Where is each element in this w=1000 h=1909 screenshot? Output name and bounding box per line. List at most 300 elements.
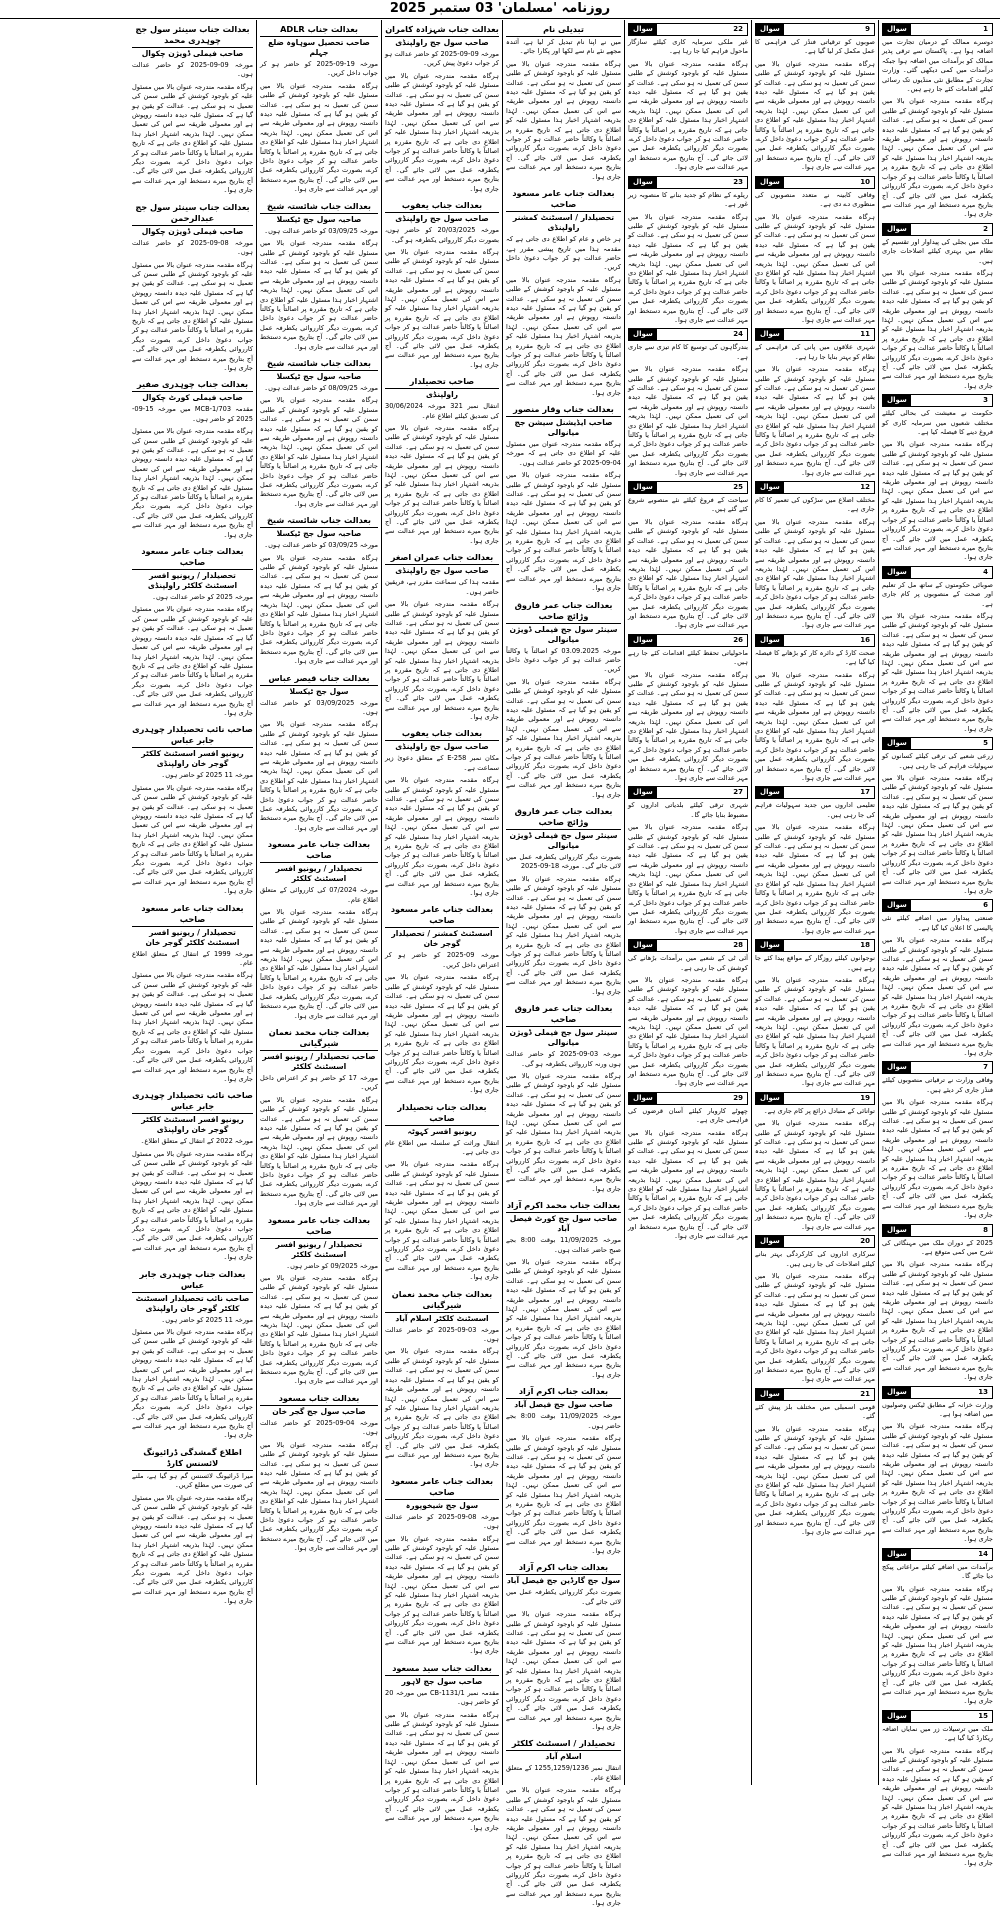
notice-text: بصورت دیگر کارروائی یکطرفہ عمل میں لائی جائے گی۔ مورخہ 18-09-2025 <box>506 853 621 871</box>
notice-body: ہرگاہ مقدمہ مندرجہ عنوان بالا میں مسئول علیہ کو باوجود کوشش کے طلبی سمن کی تعمیل نہ ہو سکی ہے۔ عدالت کو یقین ہو گیا ہے کہ مسئول علیہ دیدہ دانستہ روپوش ہے اور معمولی طریقہ سے اس کی تعمیل ممکن نہیں۔ لہٰذا بذریعہ اشتہار اخبار ہذا مسئول علیہ کو اطلاع دی جاتی ہے کہ تاریخ مقررہ پر اصالتاً یا وکالتاً حاضر عدالت ہو کر جواب دعویٰ داخل کرے، بصورت دیگر کارروائی یکطرفہ عمل میں لائی جائے گی۔ آج بتاریخ میرے دستخط اور مہر عدالت سے جاری ہوا۔ <box>132 1493 253 1606</box>
notice-text: مورخہ 20/03/2025 کو حاضر ہوں، بصورت دیگر کارروائی یکطرفہ ہو گی۔ <box>385 226 499 244</box>
notice-body: ہرگاہ مقدمہ مندرجہ عنوان بالا میں مسئول علیہ کو باوجود کوشش کے طلبی سمن کی تعمیل نہ ہو سکی ہے۔ عدالت کو یقین ہو گیا ہے کہ مسئول علیہ دیدہ دانستہ روپوش ہے اور معمولی طریقہ سے اس کی تعمیل ممکن نہیں۔ لہٰذا بذریعہ اشتہار اخبار ہذا مسئول علیہ کو اطلاع دی جاتی ہے کہ تاریخ مقررہ پر اصالتاً یا وکالتاً حاضر عدالت ہو کر جواب دعویٰ داخل کرے، بصورت دیگر کارروائی یکطرفہ عمل میں لائی جائے گی۔ آج بتاریخ میرے دستخط اور مہر عدالت سے جاری ہوا۔ <box>385 1160 499 1282</box>
court-heading: بعدالت جناب محمد نعمان شیرگیانی <box>385 1289 499 1313</box>
notice-body: ہرگاہ مقدمہ مندرجہ عنوان بالا میں مسئول علیہ کو باوجود کوشش کے طلبی سمن کی تعمیل نہ ہو سکی ہے۔ عدالت کو یقین ہو گیا ہے کہ مسئول علیہ دیدہ دانستہ روپوش ہے اور معمولی طریقہ سے اس کی تعمیل ممکن نہیں۔ لہٰذا بذریعہ اشتہار اخبار ہذا مسئول علیہ کو اطلاع دی جاتی ہے کہ تاریخ مقررہ پر اصالتاً یا وکالتاً حاضر عدالت ہو کر جواب دعویٰ داخل کرے، بصورت دیگر کارروائی یکطرفہ عمل میں لائی جائے گی۔ آج بتاریخ میرے دستخط اور مہر عدالت سے جاری ہوا۔ <box>260 239 378 351</box>
body-text: ہرگاہ مقدمہ مندرجہ عنوان بالا میں مسئول علیہ کو باوجود کوشش کے طلبی سمن کی تعمیل نہ ہو سکی ہے۔ عدالت کو یقین ہو گیا ہے کہ مسئول علیہ دیدہ دانستہ روپوش ہے اور معمولی طریقہ سے اس کی تعمیل ممکن نہیں۔ لہٰذا بذریعہ اشتہار اخبار ہذا مسئول علیہ کو اطلاع دی جاتی ہے کہ تاریخ مقررہ پر اصالتاً یا وکالتاً حاضر عدالت ہو کر جواب دعویٰ داخل کرے، بصورت دیگر کارروائی یکطرفہ عمل میں لائی جائے گی۔ آج بتاریخ میرے دستخط اور مہر عدالت سے جاری ہوا۔ <box>882 936 993 1057</box>
question-header <box>882 1710 993 1723</box>
court-subheading: صاحب نائب تحصیلدار اسسٹنٹ کلکٹر گوجر خان راولپنڈی <box>135 1293 250 1313</box>
court-subheading: صاحب فیملی ڈویژن چکوال <box>141 49 244 58</box>
notice-body: ہرگاہ مقدمہ مندرجہ عنوان بالا میں مسئول علیہ کو باوجود کوشش کے طلبی سمن کی تعمیل نہ ہو سکی ہے۔ عدالت کو یقین ہو گیا ہے کہ مسئول علیہ دیدہ دانستہ روپوش ہے اور معمولی طریقہ سے اس کی تعمیل ممکن نہیں۔ لہٰذا بذریعہ اشتہار اخبار ہذا مسئول علیہ کو اطلاع دی جاتی ہے کہ تاریخ مقررہ پر اصالتاً یا وکالتاً حاضر عدالت ہو کر جواب دعویٰ داخل کرے، بصورت دیگر کارروائی یکطرفہ عمل میں لائی جائے گی۔ آج بتاریخ میرے دستخط اور مہر عدالت سے جاری ہوا۔ <box>506 1434 621 1555</box>
notice-body: ہرگاہ مقدمہ مندرجہ عنوان بالا میں مسئول علیہ کو باوجود کوشش کے طلبی سمن کی تعمیل نہ ہو سکی ہے۔ عدالت کو یقین ہو گیا ہے کہ مسئول علیہ دیدہ دانستہ روپوش ہے اور معمولی طریقہ سے اس کی تعمیل ممکن نہیں۔ لہٰذا بذریعہ اشتہار اخبار ہذا مسئول علیہ کو اطلاع دی جاتی ہے کہ تاریخ مقررہ پر اصالتاً یا وکالتاً حاضر عدالت ہو کر جواب دعویٰ داخل کرے، بصورت دیگر کارروائی یکطرفہ عمل میں لائی جائے گی۔ آج بتاریخ میرے دستخط اور مہر عدالت سے جاری ہوا۔ <box>385 1710 499 1832</box>
court-subheading: صاحب تحصیل سوہاوہ ضلع جہلم <box>268 38 370 57</box>
court-subheading: تحصیلدار / ریونیو افسر اسسٹنٹ کلکٹر گوجر خان <box>145 927 240 947</box>
question-header <box>628 634 748 647</box>
question-number: 10 <box>860 177 870 186</box>
court-heading: تحصیلدار / اسسٹنٹ کلکٹر <box>506 1738 621 1751</box>
notice-body: ہرگاہ مقدمہ مندرجہ عنوان بالا میں مسئول علیہ کو باوجود کوشش کے طلبی سمن کی تعمیل نہ ہو سکی ہے۔ عدالت کو یقین ہو گیا ہے کہ مسئول علیہ دیدہ دانستہ روپوش ہے اور معمولی طریقہ سے اس کی تعمیل ممکن نہیں۔ لہٰذا بذریعہ اشتہار اخبار ہذا مسئول علیہ کو اطلاع دی جاتی ہے کہ تاریخ مقررہ پر اصالتاً یا وکالتاً حاضر عدالت ہو کر جواب دعویٰ داخل کرے، بصورت دیگر کارروائی یکطرفہ عمل میں لائی جائے گی۔ آج بتاریخ میرے دستخط اور مہر عدالت سے جاری ہوا۔ <box>260 1095 378 1208</box>
question-tag: سوال <box>883 1549 911 1560</box>
legal-notice <box>506 188 621 398</box>
question-header <box>755 328 875 341</box>
question-number: 27 <box>733 788 743 797</box>
legal-notice <box>132 1447 253 1607</box>
court-heading: بعدالت جناب محمد نعمان شیرگیانی <box>260 1027 378 1051</box>
court-subheading: صاحب سول جج راولپنڈی <box>395 38 489 47</box>
masthead: روزنامہ 'مسلمان' 03 ستمبر 2025 <box>0 0 1000 19</box>
question-number: 28 <box>733 941 743 950</box>
question-tag: سوال <box>629 787 657 798</box>
questions-right-column <box>878 20 996 1868</box>
question-tag: سوال <box>629 177 657 188</box>
notice-body: ہرگاہ مقدمہ مندرجہ عنوان بالا میں مسئول علیہ کو باوجود کوشش کے طلبی سمن کی تعمیل نہ ہو سکی ہے۔ عدالت کو یقین ہو گیا ہے کہ مسئول علیہ دیدہ دانستہ روپوش ہے اور معمولی طریقہ سے اس کی تعمیل ممکن نہیں۔ لہٰذا بذریعہ اشتہار اخبار ہذا مسئول علیہ کو اطلاع دی جاتی ہے کہ تاریخ مقررہ پر اصالتاً یا وکالتاً حاضر عدالت ہو کر جواب دعویٰ داخل کرے، بصورت دیگر کارروائی یکطرفہ عمل میں لائی جائے گی۔ آج بتاریخ میرے دستخط اور مہر عدالت سے جاری ہوا۔ <box>506 275 621 397</box>
question-number: 17 <box>860 788 870 797</box>
notice-text: مورخہ 03.09.2025 کو اصالتاً یا وکالتاً حاضر عدالت ہو کر جواب دعویٰ داخل کریں۔ <box>506 646 621 674</box>
notice-body: ہرگاہ مقدمہ مندرجہ عنوان بالا میں مسئول علیہ کو باوجود کوشش کے طلبی سمن کی تعمیل نہ ہو سکی ہے۔ عدالت کو یقین ہو گیا ہے کہ مسئول علیہ دیدہ دانستہ روپوش ہے اور معمولی طریقہ سے اس کی تعمیل ممکن نہیں۔ لہٰذا بذریعہ اشتہار اخبار ہذا مسئول علیہ کو اطلاع دی جاتی ہے کہ تاریخ مقررہ پر اصالتاً یا وکالتاً حاضر عدالت ہو کر جواب دعویٰ داخل کرے، بصورت دیگر کارروائی یکطرفہ عمل میں لائی جائے گی۔ آج بتاریخ میرے دستخط اور مہر عدالت سے جاری ہوا۔ <box>260 1440 378 1553</box>
notice-text: مورخہ 07/2024 کی کارروائی کے متعلق اطلاع عام۔ <box>260 886 378 904</box>
court-subheading: سینئر سول جج فیملی ڈویژن میانوالی <box>509 831 618 850</box>
notices-column-2 <box>381 20 502 1832</box>
body-text: ہرگاہ مقدمہ مندرجہ عنوان بالا میں مسئول علیہ کو باوجود کوشش کے طلبی سمن کی تعمیل نہ ہو سکی ہے۔ عدالت کو یقین ہو گیا ہے کہ مسئول علیہ دیدہ دانستہ روپوش ہے اور معمولی طریقہ سے اس کی تعمیل ممکن نہیں۔ لہٰذا بذریعہ اشتہار اخبار ہذا مسئول علیہ کو اطلاع دی جاتی ہے کہ تاریخ مقررہ پر اصالتاً یا وکالتاً حاضر عدالت ہو کر جواب دعویٰ داخل کرے، بصورت دیگر کارروائی یکطرفہ عمل میں لائی جائے گی۔ آج بتاریخ میرے دستخط اور مہر عدالت سے جاری ہوا۔ <box>882 1422 993 1544</box>
legal-notice <box>506 1738 621 1908</box>
court-heading: بعدالت جناب عمر فاروق صاحب <box>506 1003 621 1027</box>
question-header <box>755 481 875 494</box>
body-text: ہرگاہ مقدمہ مندرجہ عنوان بالا میں مسئول علیہ کو باوجود کوشش کے طلبی سمن کی تعمیل نہ ہو سکی ہے۔ عدالت کو یقین ہو گیا ہے کہ مسئول علیہ دیدہ دانستہ روپوش ہے اور معمولی طریقہ سے اس کی تعمیل ممکن نہیں۔ لہٰذا بذریعہ اشتہار اخبار ہذا مسئول علیہ کو اطلاع دی جاتی ہے کہ تاریخ مقررہ پر اصالتاً یا وکالتاً حاضر عدالت ہو کر جواب دعویٰ داخل کرے، بصورت دیگر کارروائی یکطرفہ عمل میں لائی جائے گی۔ آج بتاریخ میرے دستخط اور مہر عدالت سے جاری ہوا۔ <box>628 823 748 935</box>
question-header <box>628 481 748 494</box>
question-text: بندرگاہوں کی توسیع کا کام تیزی سے جاری ہے۔ <box>628 343 748 361</box>
notice-body: ہرگاہ مقدمہ مندرجہ عنوان بالا میں مسئول علیہ کو باوجود کوشش کے طلبی سمن کی تعمیل نہ ہو سکی ہے۔ عدالت کو یقین ہو گیا ہے کہ مسئول علیہ دیدہ دانستہ روپوش ہے اور معمولی طریقہ سے اس کی تعمیل ممکن نہیں۔ لہٰذا بذریعہ اشتہار اخبار ہذا مسئول علیہ کو اطلاع دی جاتی ہے کہ تاریخ مقررہ پر اصالتاً یا وکالتاً حاضر عدالت ہو کر جواب دعویٰ داخل کرے، بصورت دیگر کارروائی یکطرفہ عمل میں لائی جائے گی۔ آج بتاریخ میرے دستخط اور مہر عدالت سے جاری ہوا۔ <box>385 1534 499 1656</box>
question-tag: سوال <box>629 482 657 493</box>
court-heading: بعدالت جناب عمر فاروق وڑائچ صاحب <box>506 806 621 830</box>
question-text: برآمدات میں اضافے کیلئے مراعاتی پیکج دیا جائے گا۔ <box>882 1562 993 1581</box>
question-text: تعلیمی اداروں میں جدید سہولیات فراہم کی جا رہی ہیں۔ <box>755 801 875 819</box>
question-text: ملک میں ترسیلات زر میں نمایاں اضافہ ریکارڈ کیا گیا ہے۔ <box>882 1724 993 1743</box>
question-tag: سوال <box>883 1711 911 1722</box>
notice-body: ہرگاہ مقدمہ مندرجہ عنوان بالا میں مسئول علیہ کو باوجود کوشش کے طلبی سمن کی تعمیل نہ ہو سکی ہے۔ عدالت کو یقین ہو گیا ہے کہ مسئول علیہ دیدہ دانستہ روپوش ہے اور معمولی طریقہ سے اس کی تعمیل ممکن نہیں۔ لہٰذا بذریعہ اشتہار اخبار ہذا مسئول علیہ کو اطلاع دی جاتی ہے کہ تاریخ مقررہ پر اصالتاً یا وکالتاً حاضر عدالت ہو کر جواب دعویٰ داخل کرے، بصورت دیگر کارروائی یکطرفہ عمل میں لائی جائے گی۔ آج بتاریخ میرے دستخط اور مہر عدالت سے جاری ہوا۔ <box>132 1149 253 1262</box>
legal-notice <box>506 1562 621 1732</box>
legal-notice <box>260 515 378 666</box>
court-subheading: سول جج ٹیکسلا <box>289 686 349 696</box>
body-text: ہرگاہ مقدمہ مندرجہ عنوان بالا میں مسئول علیہ کو باوجود کوشش کے طلبی سمن کی تعمیل نہ ہو سکی ہے۔ عدالت کو یقین ہو گیا ہے کہ مسئول علیہ دیدہ دانستہ روپوش ہے اور معمولی طریقہ سے اس کی تعمیل ممکن نہیں۔ لہٰذا بذریعہ اشتہار اخبار ہذا مسئول علیہ کو اطلاع دی جاتی ہے کہ تاریخ مقررہ پر اصالتاً یا وکالتاً حاضر عدالت ہو کر جواب دعویٰ داخل کرے، بصورت دیگر کارروائی یکطرفہ عمل میں لائی جائے گی۔ آج بتاریخ میرے دستخط اور مہر عدالت سے جاری ہوا۔ <box>628 365 748 477</box>
question-header <box>755 1235 875 1248</box>
court-heading: بعدالت جناب عامر مسعود صاحب <box>132 546 253 570</box>
notice-body: ہرگاہ مقدمہ مندرجہ عنوان بالا میں مسئول علیہ کو باوجود کوشش کے طلبی سمن کی تعمیل نہ ہو سکی ہے۔ عدالت کو یقین ہو گیا ہے کہ مسئول علیہ دیدہ دانستہ روپوش ہے اور معمولی طریقہ سے اس کی تعمیل ممکن نہیں۔ لہٰذا بذریعہ اشتہار اخبار ہذا مسئول علیہ کو اطلاع دی جاتی ہے کہ تاریخ مقررہ پر اصالتاً یا وکالتاً حاضر عدالت ہو کر جواب دعویٰ داخل کرے، بصورت دیگر کارروائی یکطرفہ عمل میں لائی جائے گی۔ آج بتاریخ میرے دستخط اور مہر عدالت سے جاری ہوا۔ <box>260 553 378 666</box>
question-tag: سوال <box>756 787 784 798</box>
court-subheading: صاحب سول جج راولپنڈی <box>395 214 489 224</box>
notice-body: ہرگاہ مقدمہ مندرجہ عنوان بالا میں مسئول علیہ کو باوجود کوشش کے طلبی سمن کی تعمیل نہ ہو سکی ہے۔ عدالت کو یقین ہو گیا ہے کہ مسئول علیہ دیدہ دانستہ روپوش ہے اور معمولی طریقہ سے اس کی تعمیل ممکن نہیں۔ لہٰذا بذریعہ اشتہار اخبار ہذا مسئول علیہ کو اطلاع دی جاتی ہے کہ تاریخ مقررہ پر اصالتاً یا وکالتاً حاضر عدالت ہو کر جواب دعویٰ داخل کرے، بصورت دیگر کارروائی یکطرفہ عمل میں لائی جائے گی۔ آج بتاریخ میرے دستخط اور مہر عدالت سے جاری ہوا۔ <box>506 677 621 799</box>
body-text: ہرگاہ مقدمہ مندرجہ عنوان بالا میں مسئول علیہ کو باوجود کوشش کے طلبی سمن کی تعمیل نہ ہو سکی ہے۔ عدالت کو یقین ہو گیا ہے کہ مسئول علیہ دیدہ دانستہ روپوش ہے اور معمولی طریقہ سے اس کی تعمیل ممکن نہیں۔ لہٰذا بذریعہ اشتہار اخبار ہذا مسئول علیہ کو اطلاع دی جاتی ہے کہ تاریخ مقررہ پر اصالتاً یا وکالتاً حاضر عدالت ہو کر جواب دعویٰ داخل کرے، بصورت دیگر کارروائی یکطرفہ عمل میں لائی جائے گی۔ آج بتاریخ میرے دستخط اور مہر عدالت سے جاری ہوا۔ <box>755 365 875 477</box>
notice-body: ہرگاہ مقدمہ مندرجہ عنوان بالا میں مسئول علیہ کو باوجود کوشش کے طلبی سمن کی تعمیل نہ ہو سکی ہے۔ عدالت کو یقین ہو گیا ہے کہ مسئول علیہ دیدہ دانستہ روپوش ہے اور معمولی طریقہ سے اس کی تعمیل ممکن نہیں۔ لہٰذا بذریعہ اشتہار اخبار ہذا مسئول علیہ کو اطلاع دی جاتی ہے کہ تاریخ مقررہ پر اصالتاً یا وکالتاً حاضر عدالت ہو کر جواب دعویٰ داخل کرے، بصورت دیگر کارروائی یکطرفہ عمل میں لائی جائے گی۔ آج بتاریخ میرے دستخط اور مہر عدالت سے جاری ہوا۔ <box>132 427 253 539</box>
notice-text: مورخہ 11/09/2025 بوقت 8:00 بجے حاضر ہوں۔ <box>506 1412 621 1430</box>
body-text: ہرگاہ مقدمہ مندرجہ عنوان بالا میں مسئول علیہ کو باوجود کوشش کے طلبی سمن کی تعمیل نہ ہو سکی ہے۔ عدالت کو یقین ہو گیا ہے کہ مسئول علیہ دیدہ دانستہ روپوش ہے اور معمولی طریقہ سے اس کی تعمیل ممکن نہیں۔ لہٰذا بذریعہ اشتہار اخبار ہذا مسئول علیہ کو اطلاع دی جاتی ہے کہ تاریخ مقررہ پر اصالتاً یا وکالتاً حاضر عدالت ہو کر جواب دعویٰ داخل کرے، بصورت دیگر کارروائی یکطرفہ عمل میں لائی جائے گی۔ آج بتاریخ میرے دستخط اور مہر عدالت سے جاری ہوا۔ <box>755 1271 875 1384</box>
legal-notice <box>385 728 499 898</box>
question-tag: سوال <box>756 24 784 35</box>
court-heading: اطلاع گمشدگی ڈرائیونگ لائسنس کارڈ <box>132 1447 253 1471</box>
court-heading: بعدالت جناب یعقوب <box>385 200 499 213</box>
question-header <box>755 1092 875 1105</box>
question-number: 16 <box>860 635 870 644</box>
court-heading: صاحب تحصیلدار <box>385 376 499 389</box>
question-tag: سوال <box>883 567 911 578</box>
legal-notice <box>506 24 621 182</box>
court-subheading: ریونیو افسر کہوٹہ <box>407 1126 477 1136</box>
legal-notice <box>260 201 378 352</box>
court-heading: بعدالت جناب شہزادہ کامران <box>385 24 499 37</box>
legal-notice <box>506 600 621 801</box>
body-text: ہرگاہ مقدمہ مندرجہ عنوان بالا میں مسئول علیہ کو باوجود کوشش کے طلبی سمن کی تعمیل نہ ہو سکی ہے۔ عدالت کو یقین ہو گیا ہے کہ مسئول علیہ دیدہ دانستہ روپوش ہے اور معمولی طریقہ سے اس کی تعمیل ممکن نہیں۔ لہٰذا بذریعہ اشتہار اخبار ہذا مسئول علیہ کو اطلاع دی جاتی ہے کہ تاریخ مقررہ پر اصالتاً یا وکالتاً حاضر عدالت ہو کر جواب دعویٰ داخل کرے، بصورت دیگر کارروائی یکطرفہ عمل میں لائی جائے گی۔ آج بتاریخ میرے دستخط اور مہر عدالت سے جاری ہوا۔ <box>882 1098 993 1220</box>
notice-text: مورخہ 11 2025 کو حاضر ہوں۔ <box>161 771 253 780</box>
notice-text: مورخہ 2025 کو حاضر عدالت ہوں۔ <box>152 593 253 602</box>
question-header <box>882 1224 993 1237</box>
body-text: ہرگاہ مقدمہ مندرجہ عنوان بالا میں مسئول علیہ کو باوجود کوشش کے طلبی سمن کی تعمیل نہ ہو سکی ہے۔ عدالت کو یقین ہو گیا ہے کہ مسئول علیہ دیدہ دانستہ روپوش ہے اور معمولی طریقہ سے اس کی تعمیل ممکن نہیں۔ لہٰذا بذریعہ اشتہار اخبار ہذا مسئول علیہ کو اطلاع دی جاتی ہے کہ تاریخ مقررہ پر اصالتاً یا وکالتاً حاضر عدالت ہو کر جواب دعویٰ داخل کرے، بصورت دیگر کارروائی یکطرفہ عمل میں لائی جائے گی۔ آج بتاریخ میرے دستخط اور مہر عدالت سے جاری ہوا۔ <box>628 517 748 630</box>
body-text: ہرگاہ مقدمہ مندرجہ عنوان بالا میں مسئول علیہ کو باوجود کوشش کے طلبی سمن کی تعمیل نہ ہو سکی ہے۔ عدالت کو یقین ہو گیا ہے کہ مسئول علیہ دیدہ دانستہ روپوش ہے اور معمولی طریقہ سے اس کی تعمیل ممکن نہیں۔ لہٰذا بذریعہ اشتہار اخبار ہذا مسئول علیہ کو اطلاع دی جاتی ہے کہ تاریخ مقررہ پر اصالتاً یا وکالتاً حاضر عدالت ہو کر جواب دعویٰ داخل کرے، بصورت دیگر کارروائی یکطرفہ عمل میں لائی جائے گی۔ آج بتاریخ میرے دستخط اور مہر عدالت سے جاری ہوا۔ <box>882 1260 993 1382</box>
court-subheading: سول جج گارڈین جج فیصل آباد <box>506 1576 621 1586</box>
question-number: 22 <box>733 25 743 33</box>
legal-notice <box>132 546 253 718</box>
notice-body: ہرگاہ مقدمہ مندرجہ عنوان بالا میں مسئول علیہ کو باوجود کوشش کے طلبی سمن کی تعمیل نہ ہو سکی ہے۔ عدالت کو یقین ہو گیا ہے کہ مسئول علیہ دیدہ دانستہ روپوش ہے اور معمولی طریقہ سے اس کی تعمیل ممکن نہیں۔ لہٰذا بذریعہ اشتہار اخبار ہذا مسئول علیہ کو اطلاع دی جاتی ہے کہ تاریخ مقررہ پر اصالتاً یا وکالتاً حاضر عدالت ہو کر جواب دعویٰ داخل کرے، بصورت دیگر کارروائی یکطرفہ عمل میں لائی جائے گی۔ آج بتاریخ میرے دستخط اور مہر عدالت سے جاری ہوا۔ <box>132 605 253 717</box>
legal-notice <box>385 904 499 1095</box>
question-text: زرعی شعبے کی ترقی کیلئے کسانوں کو سہولیات فراہم کی جا رہی ہیں۔ <box>882 752 993 770</box>
legal-notice <box>260 358 378 509</box>
body-text: ہرگاہ مقدمہ مندرجہ عنوان بالا میں مسئول علیہ کو باوجود کوشش کے طلبی سمن کی تعمیل نہ ہو سکی ہے۔ عدالت کو یقین ہو گیا ہے کہ مسئول علیہ دیدہ دانستہ روپوش ہے اور معمولی طریقہ سے اس کی تعمیل ممکن نہیں۔ لہٰذا بذریعہ اشتہار اخبار ہذا مسئول علیہ کو اطلاع دی جاتی ہے کہ تاریخ مقررہ پر اصالتاً یا وکالتاً حاضر عدالت ہو کر جواب دعویٰ داخل کرے، بصورت دیگر کارروائی یکطرفہ عمل میں لائی جائے گی۔ آج بتاریخ میرے دستخط اور مہر عدالت سے جاری ہوا۔ <box>628 1128 748 1241</box>
notice-body: ہرگاہ مقدمہ مندرجہ عنوان بالا میں مسئول علیہ کو باوجود کوشش کے طلبی سمن کی تعمیل نہ ہو سکی ہے۔ عدالت کو یقین ہو گیا ہے کہ مسئول علیہ دیدہ دانستہ روپوش ہے اور معمولی طریقہ سے اس کی تعمیل ممکن نہیں۔ لہٰذا بذریعہ اشتہار اخبار ہذا مسئول علیہ کو اطلاع دی جاتی ہے کہ تاریخ مقررہ پر اصالتاً یا وکالتاً حاضر عدالت ہو کر جواب دعویٰ داخل کرے، بصورت دیگر کارروائی یکطرفہ عمل میں لائی جائے گی۔ آج بتاریخ میرے دستخط اور مہر عدالت سے جاری ہوا۔ <box>260 720 378 832</box>
question-number: 7 <box>983 1063 988 1072</box>
court-heading: بعدالت جناب اکرم آزاد <box>506 1562 621 1575</box>
court-subheading: صاحب سول جج گجر خان <box>272 1406 366 1416</box>
question-text: شہری علاقوں میں پانی کی فراہمی کے نظام کو بہتر بنایا جا رہا ہے۔ <box>755 343 875 361</box>
court-subheading: صاحب ایڈیشنل سیشن جج میانوالی <box>514 418 613 437</box>
question-header <box>628 1092 748 1105</box>
legal-notice <box>385 1102 499 1283</box>
notice-text: مورخہ 08-09-2025 کو حاضر عدالت ہوں۔ <box>132 238 253 257</box>
notice-text: مورخہ 11 2025 کو حاضر ہوں۔ <box>161 1315 253 1324</box>
questions-left-column <box>624 20 751 1785</box>
court-heading: بعدالت جناب عامر مسعود صاحب <box>260 839 378 863</box>
question-header <box>628 328 748 341</box>
question-number: 13 <box>978 1387 988 1396</box>
court-heading: بعدالت جناب عمر فاروق وڑائچ صاحب <box>506 600 621 624</box>
court-subheading: صاحبہ سول جج ٹیکسلا <box>276 371 362 381</box>
body-text: ہرگاہ مقدمہ مندرجہ عنوان بالا میں مسئول علیہ کو باوجود کوشش کے طلبی سمن کی تعمیل نہ ہو سکی ہے۔ عدالت کو یقین ہو گیا ہے کہ مسئول علیہ دیدہ دانستہ روپوش ہے اور معمولی طریقہ سے اس کی تعمیل ممکن نہیں۔ لہٰذا بذریعہ اشتہار اخبار ہذا مسئول علیہ کو اطلاع دی جاتی ہے کہ تاریخ مقررہ پر اصالتاً یا وکالتاً حاضر عدالت ہو کر جواب دعویٰ داخل کرے، بصورت دیگر کارروائی یکطرفہ عمل میں لائی جائے گی۔ آج بتاریخ میرے دستخط اور مہر عدالت سے جاری ہوا۔ <box>882 1584 993 1706</box>
notice-body: ہرگاہ مقدمہ مندرجہ عنوان بالا میں مسئول علیہ کو باوجود کوشش کے طلبی سمن کی تعمیل نہ ہو سکی ہے۔ عدالت کو یقین ہو گیا ہے کہ مسئول علیہ دیدہ دانستہ روپوش ہے اور معمولی طریقہ سے اس کی تعمیل ممکن نہیں۔ لہٰذا بذریعہ اشتہار اخبار ہذا مسئول علیہ کو اطلاع دی جاتی ہے کہ تاریخ مقررہ پر اصالتاً یا وکالتاً حاضر عدالت ہو کر جواب دعویٰ داخل کرے، بصورت دیگر کارروائی یکطرفہ عمل میں لائی جائے گی۔ آج بتاریخ میرے دستخط اور مہر عدالت سے جاری ہوا۔ <box>506 1071 621 1193</box>
question-tag: سوال <box>756 635 784 646</box>
body-text: ہرگاہ مقدمہ مندرجہ عنوان بالا میں مسئول علیہ کو باوجود کوشش کے طلبی سمن کی تعمیل نہ ہو سکی ہے۔ عدالت کو یقین ہو گیا ہے کہ مسئول علیہ دیدہ دانستہ روپوش ہے اور معمولی طریقہ سے اس کی تعمیل ممکن نہیں۔ لہٰذا بذریعہ اشتہار اخبار ہذا مسئول علیہ کو اطلاع دی جاتی ہے کہ تاریخ مقررہ پر اصالتاً یا وکالتاً حاضر عدالت ہو کر جواب دعویٰ داخل کرے، بصورت دیگر کارروائی یکطرفہ عمل میں لائی جائے گی۔ آج بتاریخ میرے دستخط اور مہر عدالت سے جاری ہوا۔ <box>755 517 875 630</box>
notice-body: ہرگاہ مقدمہ مندرجہ عنوان بالا میں مسئول علیہ کو باوجود کوشش کے طلبی سمن کی تعمیل نہ ہو سکی ہے۔ عدالت کو یقین ہو گیا ہے کہ مسئول علیہ دیدہ دانستہ روپوش ہے اور معمولی طریقہ سے اس کی تعمیل ممکن نہیں۔ لہٰذا بذریعہ اشتہار اخبار ہذا مسئول علیہ کو اطلاع دی جاتی ہے کہ تاریخ مقررہ پر اصالتاً یا وکالتاً حاضر عدالت ہو کر جواب دعویٰ داخل کرے، بصورت دیگر کارروائی یکطرفہ عمل میں لائی جائے گی۔ آج بتاریخ میرے دستخط اور مہر عدالت سے جاری ہوا۔ <box>506 1610 621 1732</box>
legal-notice <box>506 806 621 997</box>
notice-body: ہرگاہ مقدمہ مندرجہ عنوان بالا میں مسئول علیہ کو باوجود کوشش کے طلبی سمن کی تعمیل نہ ہو سکی ہے۔ عدالت کو یقین ہو گیا ہے کہ مسئول علیہ دیدہ دانستہ روپوش ہے اور معمولی طریقہ سے اس کی تعمیل ممکن نہیں۔ لہٰذا بذریعہ اشتہار اخبار ہذا مسئول علیہ کو اطلاع دی جاتی ہے کہ تاریخ مقررہ پر اصالتاً یا وکالتاً حاضر عدالت ہو کر جواب دعویٰ داخل کرے، بصورت دیگر کارروائی یکطرفہ عمل میں لائی جائے گی۔ آج بتاریخ میرے دستخط اور مہر عدالت سے جاری ہوا۔ <box>385 776 499 898</box>
notice-text: مقدمہ نمبر CB-1131/1 میں مورخہ 20 کو حاضر ہوں۔ <box>385 1688 499 1707</box>
court-subheading: صاحب سول جج راولپنڈی <box>395 566 489 576</box>
notice-body: ہرگاہ مقدمہ مندرجہ عنوان بالا میں مسئول علیہ کو باوجود کوشش کے طلبی سمن کی تعمیل نہ ہو سکی ہے۔ عدالت کو یقین ہو گیا ہے کہ مسئول علیہ دیدہ دانستہ روپوش ہے اور معمولی طریقہ سے اس کی تعمیل ممکن نہیں۔ لہٰذا بذریعہ اشتہار اخبار ہذا مسئول علیہ کو اطلاع دی جاتی ہے کہ تاریخ مقررہ پر اصالتاً یا وکالتاً حاضر عدالت ہو کر جواب دعویٰ داخل کرے، بصورت دیگر کارروائی یکطرفہ عمل میں لائی جائے گی۔ آج بتاریخ میرے دستخط اور مہر عدالت سے جاری ہوا۔ <box>260 908 378 1020</box>
court-heading: بعدالت جناب ADLR <box>260 24 378 37</box>
question-tag: سوال <box>756 329 784 340</box>
notice-body: ہرگاہ مقدمہ مندرجہ عنوان بالا میں مسئول علیہ کو باوجود کوشش کے طلبی سمن کی تعمیل نہ ہو سکی ہے۔ عدالت کو یقین ہو گیا ہے کہ مسئول علیہ دیدہ دانستہ روپوش ہے اور معمولی طریقہ سے اس کی تعمیل ممکن نہیں۔ لہٰذا بذریعہ اشتہار اخبار ہذا مسئول علیہ کو اطلاع دی جاتی ہے کہ تاریخ مقررہ پر اصالتاً یا وکالتاً حاضر عدالت ہو کر جواب دعویٰ داخل کرے، بصورت دیگر کارروائی یکطرفہ عمل میں لائی جائے گی۔ آج بتاریخ میرے دستخط اور مہر عدالت سے جاری ہوا۔ <box>506 59 621 181</box>
body-text: ہرگاہ مقدمہ مندرجہ عنوان بالا میں مسئول علیہ کو باوجود کوشش کے طلبی سمن کی تعمیل نہ ہو سکی ہے۔ عدالت کو یقین ہو گیا ہے کہ مسئول علیہ دیدہ دانستہ روپوش ہے اور معمولی طریقہ سے اس کی تعمیل ممکن نہیں۔ لہٰذا بذریعہ اشتہار اخبار ہذا مسئول علیہ کو اطلاع دی جاتی ہے کہ تاریخ مقررہ پر اصالتاً یا وکالتاً حاضر عدالت ہو کر جواب دعویٰ داخل کرے، بصورت دیگر کارروائی یکطرفہ عمل میں لائی جائے گی۔ آج بتاریخ میرے دستخط اور مہر عدالت سے جاری ہوا۔ <box>882 1746 993 1868</box>
court-subheading: صاحبہ سول جج ٹیکسلا <box>276 214 362 224</box>
question-header <box>882 394 993 407</box>
legal-notice <box>260 839 378 1021</box>
question-number: 26 <box>733 635 743 644</box>
legal-notice <box>385 200 499 370</box>
notice-text: مورخہ 19-09-2025 کو حاضر ہو کر جواب داخل کریں۔ <box>260 60 378 78</box>
notice-text: مورخہ 09-2025 کو حاضر ہو کر اعتراض داخل کریں۔ <box>385 951 499 969</box>
question-tag: سوال <box>629 329 657 340</box>
question-text: حکومت نے معیشت کی بحالی کیلئے مختلف شعبوں میں سرمایہ کاری کو فروغ دینے کا فیصلہ کیا ہے۔ <box>882 409 993 437</box>
body-text: ہرگاہ مقدمہ مندرجہ عنوان بالا میں مسئول علیہ کو باوجود کوشش کے طلبی سمن کی تعمیل نہ ہو سکی ہے۔ عدالت کو یقین ہو گیا ہے کہ مسئول علیہ دیدہ دانستہ روپوش ہے اور معمولی طریقہ سے اس کی تعمیل ممکن نہیں۔ لہٰذا بذریعہ اشتہار اخبار ہذا مسئول علیہ کو اطلاع دی جاتی ہے کہ تاریخ مقررہ پر اصالتاً یا وکالتاً حاضر عدالت ہو کر جواب دعویٰ داخل کرے، بصورت دیگر کارروائی یکطرفہ عمل میں لائی جائے گی۔ آج بتاریخ میرے دستخط اور مہر عدالت سے جاری ہوا۔ <box>755 212 875 324</box>
notice-text: مورخہ 03/09/2025 کو حاضر عدالت ہوں۔ <box>260 698 378 716</box>
body-text: ہرگاہ مقدمہ مندرجہ عنوان بالا میں مسئول علیہ کو باوجود کوشش کے طلبی سمن کی تعمیل نہ ہو سکی ہے۔ عدالت کو یقین ہو گیا ہے کہ مسئول علیہ دیدہ دانستہ روپوش ہے اور معمولی طریقہ سے اس کی تعمیل ممکن نہیں۔ لہٰذا بذریعہ اشتہار اخبار ہذا مسئول علیہ کو اطلاع دی جاتی ہے کہ تاریخ مقررہ پر اصالتاً یا وکالتاً حاضر عدالت ہو کر جواب دعویٰ داخل کرے، بصورت دیگر کارروائی یکطرفہ عمل میں لائی جائے گی۔ آج بتاریخ میرے دستخط اور مہر عدالت سے جاری ہوا۔ <box>882 440 993 562</box>
question-number: 14 <box>978 1549 988 1558</box>
question-tag: سوال <box>756 177 784 188</box>
legal-notice <box>260 1215 378 1387</box>
legal-notice <box>132 24 253 196</box>
legal-notice <box>132 379 253 540</box>
notice-text: مورخہ 17 کو حاضر ہو کر اعتراض داخل کریں۔ <box>260 1073 378 1092</box>
question-text: صنعتی پیداوار میں اضافے کیلئے نئی پالیسی کا اعلان کیا گیا ہے۔ <box>882 914 993 932</box>
question-header <box>755 176 875 189</box>
legal-notice <box>506 404 621 594</box>
body-text: ہرگاہ مقدمہ مندرجہ عنوان بالا میں مسئول علیہ کو باوجود کوشش کے طلبی سمن کی تعمیل نہ ہو سکی ہے۔ عدالت کو یقین ہو گیا ہے کہ مسئول علیہ دیدہ دانستہ روپوش ہے اور معمولی طریقہ سے اس کی تعمیل ممکن نہیں۔ لہٰذا بذریعہ اشتہار اخبار ہذا مسئول علیہ کو اطلاع دی جاتی ہے کہ تاریخ مقررہ پر اصالتاً یا وکالتاً حاضر عدالت ہو کر جواب دعویٰ داخل کرے، بصورت دیگر کارروائی یکطرفہ عمل میں لائی جائے گی۔ آج بتاریخ میرے دستخط اور مہر عدالت سے جاری ہوا۔ <box>882 774 993 895</box>
court-heading: بعدالت جناب شائستہ شیخ <box>260 201 378 214</box>
court-heading: بعدالت جناب محمد اکرم آزاد <box>506 1200 621 1213</box>
court-heading: بعدالت جناب چوہدری جابر عباس <box>132 1269 253 1293</box>
question-header <box>628 939 748 952</box>
court-subheading: اسلام آباد <box>545 1752 582 1762</box>
body-text: ہرگاہ مقدمہ مندرجہ عنوان بالا میں مسئول علیہ کو باوجود کوشش کے طلبی سمن کی تعمیل نہ ہو سکی ہے۔ عدالت کو یقین ہو گیا ہے کہ مسئول علیہ دیدہ دانستہ روپوش ہے اور معمولی طریقہ سے اس کی تعمیل ممکن نہیں۔ لہٰذا بذریعہ اشتہار اخبار ہذا مسئول علیہ کو اطلاع دی جاتی ہے کہ تاریخ مقررہ پر اصالتاً یا وکالتاً حاضر عدالت ہو کر جواب دعویٰ داخل کرے، بصورت دیگر کارروائی یکطرفہ عمل میں لائی جائے گی۔ آج بتاریخ میرے دستخط اور مہر عدالت سے جاری ہوا۔ <box>628 212 748 324</box>
court-subheading: صاحب سول جج فیصل آباد <box>514 1400 613 1410</box>
question-text: سرکاری اداروں کی کارکردگی بہتر بنانے کیلئے اصلاحات کی جا رہی ہیں۔ <box>755 1250 875 1268</box>
legal-notice <box>132 903 253 1085</box>
body-text: ہرگاہ مقدمہ مندرجہ عنوان بالا میں مسئول علیہ کو باوجود کوشش کے طلبی سمن کی تعمیل نہ ہو سکی ہے۔ عدالت کو یقین ہو گیا ہے کہ مسئول علیہ دیدہ دانستہ روپوش ہے اور معمولی طریقہ سے اس کی تعمیل ممکن نہیں۔ لہٰذا بذریعہ اشتہار اخبار ہذا مسئول علیہ کو اطلاع دی جاتی ہے کہ تاریخ مقررہ پر اصالتاً یا وکالتاً حاضر عدالت ہو کر جواب دعویٰ داخل کرے، بصورت دیگر کارروائی یکطرفہ عمل میں لائی جائے گی۔ آج بتاریخ میرے دستخط اور مہر عدالت سے جاری ہوا۔ <box>628 670 748 783</box>
court-heading: بعدالت جناب عامر مسعود صاحب <box>260 1215 378 1239</box>
question-header <box>882 737 993 750</box>
court-subheading: صاحب فیملی کورٹ چکوال <box>142 393 243 403</box>
notice-text: مورخہ 09/2025 کو حاضر ہوں۔ <box>286 1261 378 1270</box>
legal-notice <box>385 24 499 194</box>
notice-text: مورخہ 09-09-2025 کو حاضر عدالت ہوں۔ <box>132 61 253 79</box>
question-tag: سوال <box>883 1225 911 1236</box>
notice-body: ہرگاہ مقدمہ مندرجہ عنوان بالا میں مسئول علیہ کو باوجود کوشش کے طلبی سمن کی تعمیل نہ ہو سکی ہے۔ عدالت کو یقین ہو گیا ہے کہ مسئول علیہ دیدہ دانستہ روپوش ہے اور معمولی طریقہ سے اس کی تعمیل ممکن نہیں۔ لہٰذا بذریعہ اشتہار اخبار ہذا مسئول علیہ کو اطلاع دی جاتی ہے کہ تاریخ مقررہ پر اصالتاً یا وکالتاً حاضر عدالت ہو کر جواب دعویٰ داخل کرے، بصورت دیگر کارروائی یکطرفہ عمل میں لائی جائے گی۔ آج بتاریخ میرے دستخط اور مہر عدالت سے جاری ہوا۔ <box>260 81 378 194</box>
question-tag: سوال <box>629 940 657 951</box>
notice-body: ہرگاہ مقدمہ مندرجہ عنوان بالا میں مسئول علیہ کو باوجود کوشش کے طلبی سمن کی تعمیل نہ ہو سکی ہے۔ عدالت کو یقین ہو گیا ہے کہ مسئول علیہ دیدہ دانستہ روپوش ہے اور معمولی طریقہ سے اس کی تعمیل ممکن نہیں۔ لہٰذا بذریعہ اشتہار اخبار ہذا مسئول علیہ کو اطلاع دی جاتی ہے کہ تاریخ مقررہ پر اصالتاً یا وکالتاً حاضر عدالت ہو کر جواب دعویٰ داخل کرے، بصورت دیگر کارروائی یکطرفہ عمل میں لائی جائے گی۔ آج بتاریخ میرے دستخط اور مہر عدالت سے جاری ہوا۔ <box>132 82 253 195</box>
court-subheading: تحصیلدار / ریونیو افسر اسسٹنٹ کلکٹر <box>275 864 363 884</box>
question-text: وزارت خزانہ کے مطابق ٹیکس وصولیوں میں اضافہ ہوا ہے۔ <box>882 1400 993 1418</box>
question-text: ماحولیاتی تحفظ کیلئے اقدامات کئے جا رہے ہیں۔ <box>628 648 748 667</box>
question-text: 2025 کے دوران ملک میں مہنگائی کی شرح میں کمی متوقع ہے۔ <box>882 1238 993 1256</box>
body-text: ہرگاہ مقدمہ مندرجہ عنوان بالا میں مسئول علیہ کو باوجود کوشش کے طلبی سمن کی تعمیل نہ ہو سکی ہے۔ عدالت کو یقین ہو گیا ہے کہ مسئول علیہ دیدہ دانستہ روپوش ہے اور معمولی طریقہ سے اس کی تعمیل ممکن نہیں۔ لہٰذا بذریعہ اشتہار اخبار ہذا مسئول علیہ کو اطلاع دی جاتی ہے کہ تاریخ مقررہ پر اصالتاً یا وکالتاً حاضر عدالت ہو کر جواب دعویٰ داخل کرے، بصورت دیگر کارروائی یکطرفہ عمل میں لائی جائے گی۔ آج بتاریخ میرے دستخط اور مہر عدالت سے جاری ہوا۔ <box>755 670 875 783</box>
legal-notice <box>132 202 253 374</box>
body-text: ہرگاہ مقدمہ مندرجہ عنوان بالا میں مسئول علیہ کو باوجود کوشش کے طلبی سمن کی تعمیل نہ ہو سکی ہے۔ عدالت کو یقین ہو گیا ہے کہ مسئول علیہ دیدہ دانستہ روپوش ہے اور معمولی طریقہ سے اس کی تعمیل ممکن نہیں۔ لہٰذا بذریعہ اشتہار اخبار ہذا مسئول علیہ کو اطلاع دی جاتی ہے کہ تاریخ مقررہ پر اصالتاً یا وکالتاً حاضر عدالت ہو کر جواب دعویٰ داخل کرے، بصورت دیگر کارروائی یکطرفہ عمل میں لائی جائے گی۔ آج بتاریخ میرے دستخط اور مہر عدالت سے جاری ہوا۔ <box>882 611 993 733</box>
court-heading: بعدالت جناب مسعود <box>260 1393 378 1406</box>
notice-text: انتقال وراثت کے سلسلہ میں اطلاع عام دی جاتی ہے۔ <box>385 1138 499 1156</box>
question-header <box>882 223 993 236</box>
court-subheading: ریونیو افسر اسسٹنٹ کلکٹر گوجر خان راولپنڈی <box>141 1115 244 1135</box>
court-heading: بعدالت جناب عمران اصغر <box>385 552 499 565</box>
question-number: 23 <box>733 177 743 186</box>
notice-text: مورخہ 1999 کے انتقال کے متعلق اطلاع عام۔ <box>132 949 253 968</box>
court-heading: تبدیلی نام <box>506 24 621 37</box>
question-text: صوبائی حکومتوں کے ساتھ مل کر تعلیم اور صحت کے منصوبوں پر کام جاری ہے۔ <box>882 580 993 608</box>
court-subheading: صاحب سول جج لاہور <box>401 1676 483 1686</box>
question-text: صحت کارڈ کے دائرہ کار کو بڑھانے کا فیصلہ کیا گیا ہے۔ <box>755 648 875 667</box>
question-number: 24 <box>733 330 743 339</box>
court-heading: بعدالت جناب سینئر سول جج چوہدری محمد <box>132 24 253 48</box>
court-subheading: صاحب سول جج راولپنڈی <box>395 742 489 752</box>
body-text: ہرگاہ مقدمہ مندرجہ عنوان بالا میں مسئول علیہ کو باوجود کوشش کے طلبی سمن کی تعمیل نہ ہو سکی ہے۔ عدالت کو یقین ہو گیا ہے کہ مسئول علیہ دیدہ دانستہ روپوش ہے اور معمولی طریقہ سے اس کی تعمیل ممکن نہیں۔ لہٰذا بذریعہ اشتہار اخبار ہذا مسئول علیہ کو اطلاع دی جاتی ہے کہ تاریخ مقررہ پر اصالتاً یا وکالتاً حاضر عدالت ہو کر جواب دعویٰ داخل کرے، بصورت دیگر کارروائی یکطرفہ عمل میں لائی جائے گی۔ آج بتاریخ میرے دستخط اور مہر عدالت سے جاری ہوا۔ <box>882 97 993 219</box>
notice-body: ہرگاہ مقدمہ مندرجہ عنوان بالا میں مسئول علیہ کو باوجود کوشش کے طلبی سمن کی تعمیل نہ ہو سکی ہے۔ عدالت کو یقین ہو گیا ہے کہ مسئول علیہ دیدہ دانستہ روپوش ہے اور معمولی طریقہ سے اس کی تعمیل ممکن نہیں۔ لہٰذا بذریعہ اشتہار اخبار ہذا مسئول علیہ کو اطلاع دی جاتی ہے کہ تاریخ مقررہ پر اصالتاً یا وکالتاً حاضر عدالت ہو کر جواب دعویٰ داخل کرے، بصورت دیگر کارروائی یکطرفہ عمل میں لائی جائے گی۔ آج بتاریخ میرے دستخط اور مہر عدالت سے جاری ہوا۔ <box>260 396 378 508</box>
body-text: ہرگاہ مقدمہ مندرجہ عنوان بالا میں مسئول علیہ کو باوجود کوشش کے طلبی سمن کی تعمیل نہ ہو سکی ہے۔ عدالت کو یقین ہو گیا ہے کہ مسئول علیہ دیدہ دانستہ روپوش ہے اور معمولی طریقہ سے اس کی تعمیل ممکن نہیں۔ لہٰذا بذریعہ اشتہار اخبار ہذا مسئول علیہ کو اطلاع دی جاتی ہے کہ تاریخ مقررہ پر اصالتاً یا وکالتاً حاضر عدالت ہو کر جواب دعویٰ داخل کرے، بصورت دیگر کارروائی یکطرفہ عمل میں لائی جائے گی۔ آج بتاریخ میرے دستخط اور مہر عدالت سے جاری ہوا۔ <box>755 59 875 172</box>
notice-body: ہرگاہ مقدمہ مندرجہ عنوان بالا میں مسئول علیہ کو باوجود کوشش کے طلبی سمن کی تعمیل نہ ہو سکی ہے۔ عدالت کو یقین ہو گیا ہے کہ مسئول علیہ دیدہ دانستہ روپوش ہے اور معمولی طریقہ سے اس کی تعمیل ممکن نہیں۔ لہٰذا بذریعہ اشتہار اخبار ہذا مسئول علیہ کو اطلاع دی جاتی ہے کہ تاریخ مقررہ پر اصالتاً یا وکالتاً حاضر عدالت ہو کر جواب دعویٰ داخل کرے، بصورت دیگر کارروائی یکطرفہ عمل میں لائی جائے گی۔ آج بتاریخ میرے دستخط اور مہر عدالت سے جاری ہوا۔ <box>385 247 499 369</box>
court-heading: بعدالت جناب وقار منصور <box>506 404 621 417</box>
notice-body: ہرگاہ مقدمہ مندرجہ عنوان بالا میں مسئول علیہ کو باوجود کوشش کے طلبی سمن کی تعمیل نہ ہو سکی ہے۔ عدالت کو یقین ہو گیا ہے کہ مسئول علیہ دیدہ دانستہ روپوش ہے اور معمولی طریقہ سے اس کی تعمیل ممکن نہیں۔ لہٰذا بذریعہ اشتہار اخبار ہذا مسئول علیہ کو اطلاع دی جاتی ہے کہ تاریخ مقررہ پر اصالتاً یا وکالتاً حاضر عدالت ہو کر جواب دعویٰ داخل کرے، بصورت دیگر کارروائی یکطرفہ عمل میں لائی جائے گی۔ آج بتاریخ میرے دستخط اور مہر عدالت سے جاری ہوا۔ <box>132 783 253 896</box>
court-heading: صاحب نائب تحصیلدار چوہدری جابر عباس <box>132 1090 253 1114</box>
court-subheading: ریونیو افسر اسسٹنٹ کلکٹر گوجر خان راولپنڈی <box>141 749 244 769</box>
question-number: 11 <box>860 330 870 339</box>
legal-notice <box>260 1027 378 1209</box>
court-heading: بعدالت جناب سینئر سول جج عبدالرحمن <box>132 202 253 226</box>
question-number: 8 <box>983 1225 988 1234</box>
questions-middle-column <box>751 20 878 1785</box>
notice-body: ہرگاہ مقدمہ مندرجہ عنوان بالا میں مسئول علیہ کو باوجود کوشش کے طلبی سمن کی تعمیل نہ ہو سکی ہے۔ عدالت کو یقین ہو گیا ہے کہ مسئول علیہ دیدہ دانستہ روپوش ہے اور معمولی طریقہ سے اس کی تعمیل ممکن نہیں۔ لہٰذا بذریعہ اشتہار اخبار ہذا مسئول علیہ کو اطلاع دی جاتی ہے کہ تاریخ مقررہ پر اصالتاً یا وکالتاً حاضر عدالت ہو کر جواب دعویٰ داخل کرے، بصورت دیگر کارروائی یکطرفہ عمل میں لائی جائے گی۔ آج بتاریخ میرے دستخط اور مہر عدالت سے جاری ہوا۔ <box>385 1347 499 1469</box>
notice-text: مکان نمبر E-258 کے متعلق دعویٰ زیر سماعت ہے۔ <box>385 754 499 772</box>
question-header <box>882 1548 993 1561</box>
question-tag: سوال <box>629 1093 657 1104</box>
question-number: 20 <box>860 1237 870 1246</box>
court-heading: بعدالت جناب اکرم آزاد <box>506 1386 621 1399</box>
court-heading: بعدالت جناب عامر مسعود صاحب <box>506 188 621 212</box>
notice-body: ہرگاہ مقدمہ مندرجہ عنوان بالا میں مسئول علیہ کو باوجود کوشش کے طلبی سمن کی تعمیل نہ ہو سکی ہے۔ عدالت کو یقین ہو گیا ہے کہ مسئول علیہ دیدہ دانستہ روپوش ہے اور معمولی طریقہ سے اس کی تعمیل ممکن نہیں۔ لہٰذا بذریعہ اشتہار اخبار ہذا مسئول علیہ کو اطلاع دی جاتی ہے کہ تاریخ مقررہ پر اصالتاً یا وکالتاً حاضر عدالت ہو کر جواب دعویٰ داخل کرے، بصورت دیگر کارروائی یکطرفہ عمل میں لائی جائے گی۔ آج بتاریخ میرے دستخط اور مہر عدالت سے جاری ہوا۔ <box>132 1328 253 1440</box>
legal-notice <box>260 1393 378 1554</box>
question-number: 19 <box>860 1093 870 1102</box>
notice-text: مورخہ 09-09-2025 کو حاضر عدالت ہو کر جواب دعویٰ پیش کریں۔ <box>385 50 499 68</box>
question-text: قومی اسمبلی میں مختلف بلز پیش کئے گئے۔ <box>755 1402 875 1421</box>
question-tag: سوال <box>756 1389 784 1400</box>
court-subheading: تحصیلدار / ریونیو افسر اسسٹنٹ کلکٹر <box>275 1239 363 1259</box>
notice-text: مورخہ 03/09/25 کو حاضر عدالت ہوں۔ <box>264 541 378 550</box>
question-text: چھوٹے کاروبار کیلئے آسان قرضوں کی فراہمی جاری ہے۔ <box>628 1106 748 1125</box>
legal-notice <box>385 1476 499 1657</box>
question-header <box>755 23 875 36</box>
question-header <box>882 899 993 912</box>
court-heading: بعدالت جناب عامر مسعود صاحب <box>132 903 253 927</box>
question-header <box>628 23 748 36</box>
court-subheading: صاحب فیملی ڈویژن چکوال <box>141 226 244 236</box>
question-number: 29 <box>733 1093 743 1102</box>
court-subheading: صاحب سول جج کورٹ فیصل آباد <box>509 1214 618 1234</box>
question-header <box>628 176 748 189</box>
body-text: ہرگاہ مقدمہ مندرجہ عنوان بالا میں مسئول علیہ کو باوجود کوشش کے طلبی سمن کی تعمیل نہ ہو سکی ہے۔ عدالت کو یقین ہو گیا ہے کہ مسئول علیہ دیدہ دانستہ روپوش ہے اور معمولی طریقہ سے اس کی تعمیل ممکن نہیں۔ لہٰذا بذریعہ اشتہار اخبار ہذا مسئول علیہ کو اطلاع دی جاتی ہے کہ تاریخ مقررہ پر اصالتاً یا وکالتاً حاضر عدالت ہو کر جواب دعویٰ داخل کرے، بصورت دیگر کارروائی یکطرفہ عمل میں لائی جائے گی۔ آج بتاریخ میرے دستخط اور مہر عدالت سے جاری ہوا۔ <box>628 975 748 1088</box>
notice-text: مقدمہ MCB-1/703 میں مورخہ 15-09-2025 کو حاضر ہوں۔ <box>132 405 253 423</box>
question-text: غیر ملکی سرمایہ کاری کیلئے سازگار ماحول فراہم کیا جا رہا ہے۔ <box>628 38 748 56</box>
court-heading: بعدالت جناب شائستہ شیخ <box>260 358 378 371</box>
question-tag: سوال <box>629 24 657 35</box>
notice-text: مورخہ 11/09/2025 بوقت 8:00 بجے صبح حاضر عدالت ہوں۔ <box>506 1236 621 1254</box>
question-text: وفاقی وزارت نے ترقیاتی منصوبوں کیلئے فنڈز جاری کر دیئے ہیں۔ <box>882 1076 993 1094</box>
legal-notice <box>506 1386 621 1556</box>
question-number: 1 <box>983 25 988 33</box>
court-subheading: صاحب تحصیلدار / ریونیو افسر اسسٹنٹ کلکٹر <box>262 1051 376 1071</box>
question-text: صوبوں کو ترقیاتی فنڈز کی فراہمی کا عمل مکمل کر لیا گیا ہے۔ <box>755 38 875 56</box>
body-text: ہرگاہ مقدمہ مندرجہ عنوان بالا میں مسئول علیہ کو باوجود کوشش کے طلبی سمن کی تعمیل نہ ہو سکی ہے۔ عدالت کو یقین ہو گیا ہے کہ مسئول علیہ دیدہ دانستہ روپوش ہے اور معمولی طریقہ سے اس کی تعمیل ممکن نہیں۔ لہٰذا بذریعہ اشتہار اخبار ہذا مسئول علیہ کو اطلاع دی جاتی ہے کہ تاریخ مقررہ پر اصالتاً یا وکالتاً حاضر عدالت ہو کر جواب دعویٰ داخل کرے، بصورت دیگر کارروائی یکطرفہ عمل میں لائی جائے گی۔ آج بتاریخ میرے دستخط اور مہر عدالت سے جاری ہوا۔ <box>755 1119 875 1231</box>
legal-notice <box>260 24 378 195</box>
notice-body: ہرگاہ مقدمہ مندرجہ عنوان بالا میں مسئول علیہ کو باوجود کوشش کے طلبی سمن کی تعمیل نہ ہو سکی ہے۔ عدالت کو یقین ہو گیا ہے کہ مسئول علیہ دیدہ دانستہ روپوش ہے اور معمولی طریقہ سے اس کی تعمیل ممکن نہیں۔ لہٰذا بذریعہ اشتہار اخبار ہذا مسئول علیہ کو اطلاع دی جاتی ہے کہ تاریخ مقررہ پر اصالتاً یا وکالتاً حاضر عدالت ہو کر جواب دعویٰ داخل کرے، بصورت دیگر کارروائی یکطرفہ عمل میں لائی جائے گی۔ آج بتاریخ میرے دستخط اور مہر عدالت سے جاری ہوا۔ <box>132 260 253 372</box>
question-number: 21 <box>860 1389 870 1398</box>
question-number: 25 <box>733 483 743 492</box>
question-header <box>882 566 993 579</box>
notice-body: ہرگاہ مقدمہ مندرجہ عنوان بالا میں مسئول علیہ کو باوجود کوشش کے طلبی سمن کی تعمیل نہ ہو سکی ہے۔ عدالت کو یقین ہو گیا ہے کہ مسئول علیہ دیدہ دانستہ روپوش ہے اور معمولی طریقہ سے اس کی تعمیل ممکن نہیں۔ لہٰذا بذریعہ اشتہار اخبار ہذا مسئول علیہ کو اطلاع دی جاتی ہے کہ تاریخ مقررہ پر اصالتاً یا وکالتاً حاضر عدالت ہو کر جواب دعویٰ داخل کرے، بصورت دیگر کارروائی یکطرفہ عمل میں لائی جائے گی۔ آج بتاریخ میرے دستخط اور مہر عدالت سے جاری ہوا۔ <box>385 424 499 545</box>
question-header <box>882 1386 993 1399</box>
question-number: 15 <box>978 1711 988 1720</box>
court-heading: بعدالت جناب چوہدری صفیر <box>132 379 253 392</box>
question-tag: سوال <box>883 24 911 35</box>
notice-body: ہرگاہ مقدمہ مندرجہ عنوان بالا میں مسئول علیہ کو باوجود کوشش کے طلبی سمن کی تعمیل نہ ہو سکی ہے۔ عدالت کو یقین ہو گیا ہے کہ مسئول علیہ دیدہ دانستہ روپوش ہے اور معمولی طریقہ سے اس کی تعمیل ممکن نہیں۔ لہٰذا بذریعہ اشتہار اخبار ہذا مسئول علیہ کو اطلاع دی جاتی ہے کہ تاریخ مقررہ پر اصالتاً یا وکالتاً حاضر عدالت ہو کر جواب دعویٰ داخل کرے، بصورت دیگر کارروائی یکطرفہ عمل میں لائی جائے گی۔ آج بتاریخ میرے دستخط اور مہر عدالت سے جاری ہوا۔ <box>260 1274 378 1386</box>
notice-text: ہر خاص و عام کو اطلاع دی جاتی ہے کہ مقدمہ ہذا میں تاریخ پیشی مقرر ہے، حاضر عدالت ہو کر جواب دعویٰ داخل کریں۔ <box>506 235 621 272</box>
court-subheading: تحصیلدار / ریونیو افسر اسسٹنٹ کلکٹر راولپنڈی <box>147 571 238 591</box>
court-subheading: اسسٹنٹ کلکٹر اسلام آباد <box>395 1313 489 1323</box>
question-number: 12 <box>860 483 870 492</box>
question-text: وفاقی کابینہ نے متعدد منصوبوں کی منظوری دے دی ہے۔ <box>755 190 875 209</box>
court-heading: بعدالت جناب یعقوب <box>385 728 499 741</box>
legal-notice <box>385 1663 499 1833</box>
court-heading: بعدالت جناب عامر مسعود صاحب <box>385 904 499 928</box>
legal-notice <box>506 1200 621 1380</box>
question-tag: سوال <box>883 224 911 235</box>
court-subheading: تحصیلدار / اسسٹنٹ کمشنر راولپنڈی <box>512 213 615 233</box>
question-number: 18 <box>860 941 870 950</box>
question-tag: سوال <box>756 482 784 493</box>
court-heading: بعدالت جناب شائستہ شیخ <box>260 515 378 528</box>
notice-text: مورخہ 03-09-2025 کو حاضر عدالت ہوں ورنہ کارروائی یکطرفہ ہو گی۔ <box>506 1050 621 1068</box>
question-text: شہری ترقی کیلئے بلدیاتی اداروں کو مضبوط بنایا جائے گا۔ <box>628 801 748 819</box>
notice-text: مورخہ 2022 کے انتقال کے متعلق اطلاع۔ <box>140 1137 253 1146</box>
notice-body: ہرگاہ مقدمہ مندرجہ عنوان بالا میں مسئول علیہ کو باوجود کوشش کے طلبی سمن کی تعمیل نہ ہو سکی ہے۔ عدالت کو یقین ہو گیا ہے کہ مسئول علیہ دیدہ دانستہ روپوش ہے اور معمولی طریقہ سے اس کی تعمیل ممکن نہیں۔ لہٰذا بذریعہ اشتہار اخبار ہذا مسئول علیہ کو اطلاع دی جاتی ہے کہ تاریخ مقررہ پر اصالتاً یا وکالتاً حاضر عدالت ہو کر جواب دعویٰ داخل کرے، بصورت دیگر کارروائی یکطرفہ عمل میں لائی جائے گی۔ آج بتاریخ میرے دستخط اور مہر عدالت سے جاری ہوا۔ <box>385 71 499 193</box>
question-tag: سوال <box>883 1062 911 1073</box>
notice-text: مورخہ 03/09/25 کو حاضر عدالت ہوں۔ <box>264 226 378 235</box>
question-text: مختلف اضلاع میں سڑکوں کی تعمیر کا کام جاری ہے۔ <box>755 496 875 514</box>
question-number: 2 <box>983 224 988 233</box>
question-number: 4 <box>983 567 988 576</box>
notice-text: ہرگاہ مقدمہ مندرجہ عنوان میں مسئول علیہ کو اطلاع دی جاتی ہے کہ مورخہ 04-09-2025 کو حاضر عدالت ہوں۔ <box>506 440 621 467</box>
court-subheading: سول جج شیخوپورہ <box>405 1500 479 1510</box>
question-text: توانائی کے متبادل ذرائع پر کام جاری ہے۔ <box>763 1106 875 1115</box>
notices-column-1 <box>502 20 624 1908</box>
question-text: آئی ٹی کے شعبے میں برآمدات بڑھانے کی کوشش کی جا رہی ہے۔ <box>628 954 748 972</box>
notice-text: انتقال نمبر 1255,1259/1236 کے متعلق اطلاع عام۔ <box>506 1764 621 1782</box>
legal-notice <box>132 1090 253 1262</box>
court-heading: بعدالت جناب عامر مسعود صاحب <box>385 1476 499 1500</box>
notice-text: مورخہ 04-09-2025 کو حاضر عدالت ہوں۔ <box>260 1418 378 1437</box>
question-number: 5 <box>983 739 988 748</box>
columns <box>4 20 996 1908</box>
notice-body: ہرگاہ مقدمہ مندرجہ عنوان بالا میں مسئول علیہ کو باوجود کوشش کے طلبی سمن کی تعمیل نہ ہو سکی ہے۔ عدالت کو یقین ہو گیا ہے کہ مسئول علیہ دیدہ دانستہ روپوش ہے اور معمولی طریقہ سے اس کی تعمیل ممکن نہیں۔ لہٰذا بذریعہ اشتہار اخبار ہذا مسئول علیہ کو اطلاع دی جاتی ہے کہ تاریخ مقررہ پر اصالتاً یا وکالتاً حاضر عدالت ہو کر جواب دعویٰ داخل کرے، بصورت دیگر کارروائی یکطرفہ عمل میں لائی جائے گی۔ آج بتاریخ میرے دستخط اور مہر عدالت سے جاری ہوا۔ <box>506 1786 621 1908</box>
body-text: ہرگاہ مقدمہ مندرجہ عنوان بالا میں مسئول علیہ کو باوجود کوشش کے طلبی سمن کی تعمیل نہ ہو سکی ہے۔ عدالت کو یقین ہو گیا ہے کہ مسئول علیہ دیدہ دانستہ روپوش ہے اور معمولی طریقہ سے اس کی تعمیل ممکن نہیں۔ لہٰذا بذریعہ اشتہار اخبار ہذا مسئول علیہ کو اطلاع دی جاتی ہے کہ تاریخ مقررہ پر اصالتاً یا وکالتاً حاضر عدالت ہو کر جواب دعویٰ داخل کرے، بصورت دیگر کارروائی یکطرفہ عمل میں لائی جائے گی۔ آج بتاریخ میرے دستخط اور مہر عدالت سے جاری ہوا۔ <box>755 823 875 935</box>
legal-notice <box>132 724 253 896</box>
question-header <box>755 634 875 647</box>
question-text: نوجوانوں کیلئے روزگار کے مواقع پیدا کئے جا رہے ہیں۔ <box>755 954 875 972</box>
legal-notice <box>385 552 499 722</box>
notice-body: ہرگاہ مقدمہ مندرجہ عنوان بالا میں مسئول علیہ کو باوجود کوشش کے طلبی سمن کی تعمیل نہ ہو سکی ہے۔ عدالت کو یقین ہو گیا ہے کہ مسئول علیہ دیدہ دانستہ روپوش ہے اور معمولی طریقہ سے اس کی تعمیل ممکن نہیں۔ لہٰذا بذریعہ اشتہار اخبار ہذا مسئول علیہ کو اطلاع دی جاتی ہے کہ تاریخ مقررہ پر اصالتاً یا وکالتاً حاضر عدالت ہو کر جواب دعویٰ داخل کرے، بصورت دیگر کارروائی یکطرفہ عمل میں لائی جائے گی۔ آج بتاریخ میرے دستخط اور مہر عدالت سے جاری ہوا۔ <box>385 600 499 721</box>
court-heading: بعدالت جناب سید مسعود <box>385 1663 499 1676</box>
legal-notice <box>506 1003 621 1194</box>
question-tag: سوال <box>629 635 657 646</box>
question-header <box>755 1388 875 1401</box>
question-number: 3 <box>983 396 988 405</box>
question-text: ملک میں بجلی کی پیداوار اور تقسیم کے نظام میں بہتری کیلئے اصلاحات جاری ہیں۔ <box>882 237 993 265</box>
question-text: ریلوے کے نظام کو جدید بنانے کا منصوبہ زیر غور ہے۔ <box>628 190 748 209</box>
question-header <box>882 1061 993 1074</box>
notice-body: ہرگاہ مقدمہ مندرجہ عنوان بالا میں مسئول علیہ کو باوجود کوشش کے طلبی سمن کی تعمیل نہ ہو سکی ہے۔ عدالت کو یقین ہو گیا ہے کہ مسئول علیہ دیدہ دانستہ روپوش ہے اور معمولی طریقہ سے اس کی تعمیل ممکن نہیں۔ لہٰذا بذریعہ اشتہار اخبار ہذا مسئول علیہ کو اطلاع دی جاتی ہے کہ تاریخ مقررہ پر اصالتاً یا وکالتاً حاضر عدالت ہو کر جواب دعویٰ داخل کرے، بصورت دیگر کارروائی یکطرفہ عمل میں لائی جائے گی۔ آج بتاریخ میرے دستخط اور مہر عدالت سے جاری ہوا۔ <box>506 1258 621 1379</box>
question-number: 9 <box>865 25 870 33</box>
court-subheading: اسسٹنٹ کمشنر / تحصیلدار گوجر خان <box>391 929 493 949</box>
question-text: دوسرے ممالک کے درمیان تجارت میں اضافہ ہوا ہے۔ پاکستان سے ترقی پذیر ممالک کو برآمدات میں اضافہ ہوا جبکہ درآمدات میں کمی دیکھی گئی۔ وزارت تجارت کے مطابق نئی منڈیوں تک رسائی کیلئے اقدامات کئے جا رہے ہیں۔ <box>882 38 993 94</box>
